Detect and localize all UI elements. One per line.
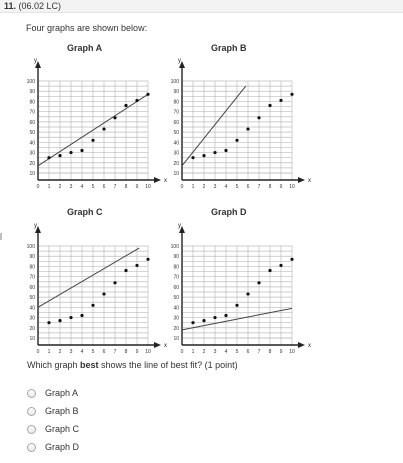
x-tick-label: 0 bbox=[180, 349, 184, 355]
data-point bbox=[80, 314, 83, 317]
x-tick-label: 1 bbox=[191, 184, 195, 190]
y-tick-label: 10 bbox=[29, 171, 35, 177]
data-point bbox=[224, 314, 227, 317]
question-number: 11. bbox=[4, 1, 17, 11]
x-axis-label: x bbox=[308, 178, 311, 184]
y-tick-label: 50 bbox=[29, 130, 35, 137]
radio-graph-a[interactable] bbox=[27, 389, 36, 398]
data-point bbox=[113, 281, 116, 284]
y-tick-label: 40 bbox=[29, 140, 35, 147]
x-tick-label: 4 bbox=[224, 184, 228, 190]
x-tick-label: 6 bbox=[102, 349, 106, 355]
x-tick-label: 2 bbox=[202, 184, 206, 190]
data-point bbox=[202, 154, 205, 157]
y-tick-label: 40 bbox=[173, 305, 179, 312]
y-tick-label: 30 bbox=[173, 315, 179, 322]
data-point bbox=[246, 127, 249, 130]
y-tick-label: 100 bbox=[170, 244, 179, 250]
data-point bbox=[102, 292, 105, 295]
x-tick-label: 3 bbox=[213, 184, 217, 190]
x-tick-label: 4 bbox=[80, 349, 84, 355]
radio-graph-c[interactable] bbox=[27, 425, 36, 434]
data-point bbox=[191, 156, 194, 159]
data-point bbox=[47, 321, 50, 324]
y-tick-label: 100 bbox=[26, 79, 35, 85]
data-point bbox=[279, 99, 282, 102]
data-point bbox=[124, 269, 127, 272]
trend-line bbox=[38, 248, 139, 307]
data-point bbox=[80, 149, 83, 152]
y-axis-label: y bbox=[178, 58, 181, 64]
x-tick-label: 7 bbox=[113, 184, 117, 190]
y-tick-label: 60 bbox=[173, 119, 179, 126]
y-tick-label: 50 bbox=[173, 295, 179, 302]
x-tick-label: 10 bbox=[145, 349, 151, 355]
x-tick-label: 10 bbox=[289, 184, 295, 190]
y-tick-label: 80 bbox=[29, 264, 35, 271]
x-tick-label: 0 bbox=[36, 349, 40, 355]
x-tick-label: 10 bbox=[289, 349, 295, 355]
y-tick-label: 70 bbox=[173, 274, 179, 281]
y-axis-label: y bbox=[34, 58, 37, 64]
y-tick-label: 90 bbox=[29, 89, 35, 96]
y-tick-label: 80 bbox=[173, 99, 179, 106]
y-tick-label: 40 bbox=[173, 140, 179, 147]
y-tick-label: 30 bbox=[29, 150, 35, 157]
y-tick-label: 80 bbox=[29, 99, 35, 106]
x-tick-label: 6 bbox=[246, 184, 250, 190]
graph-d-plot bbox=[164, 221, 314, 355]
x-tick-label: 8 bbox=[268, 349, 272, 355]
y-tick-label: 100 bbox=[170, 79, 179, 85]
option-graph-a[interactable] bbox=[27, 386, 78, 400]
graph-b-plot bbox=[164, 56, 314, 190]
data-point bbox=[235, 139, 238, 142]
data-point bbox=[47, 156, 50, 159]
x-tick-label: 9 bbox=[135, 184, 139, 190]
data-point bbox=[58, 319, 61, 322]
x-tick-label: 7 bbox=[113, 349, 117, 355]
trend-line bbox=[182, 86, 246, 166]
y-axis-label: y bbox=[34, 223, 37, 229]
y-tick-label: 50 bbox=[173, 130, 179, 137]
x-tick-label: 2 bbox=[58, 349, 62, 355]
y-tick-label: 30 bbox=[29, 315, 35, 322]
y-tick-label: 90 bbox=[173, 254, 179, 261]
option-graph-a-label[interactable]: Graph A bbox=[45, 387, 79, 398]
x-tick-label: 9 bbox=[279, 349, 283, 355]
data-point bbox=[58, 154, 61, 157]
data-point bbox=[69, 316, 72, 319]
y-tick-label: 10 bbox=[173, 336, 179, 342]
y-tick-label: 10 bbox=[29, 336, 35, 342]
data-point bbox=[124, 104, 127, 107]
graph-d-title: Graph D bbox=[211, 207, 247, 217]
y-tick-label: 80 bbox=[173, 264, 179, 271]
data-point bbox=[91, 304, 94, 307]
data-point bbox=[290, 258, 293, 261]
data-point bbox=[279, 264, 282, 267]
x-axis-arrow bbox=[154, 342, 161, 348]
graph-b-title: Graph B bbox=[211, 43, 247, 53]
y-tick-label: 70 bbox=[29, 274, 35, 281]
x-axis-label: x bbox=[164, 178, 167, 184]
data-point bbox=[246, 292, 249, 295]
y-tick-label: 20 bbox=[29, 160, 35, 167]
data-point bbox=[135, 99, 138, 102]
y-tick-label: 30 bbox=[173, 150, 179, 157]
y-tick-label: 60 bbox=[29, 119, 35, 126]
data-point bbox=[235, 304, 238, 307]
y-tick-label: 100 bbox=[26, 244, 35, 250]
x-tick-label: 3 bbox=[213, 349, 217, 355]
y-tick-label: 20 bbox=[173, 325, 179, 332]
y-tick-label: 40 bbox=[29, 305, 35, 312]
question-number-line bbox=[4, 1, 61, 11]
left-edge-marker bbox=[0, 233, 2, 240]
x-tick-label: 8 bbox=[124, 349, 128, 355]
x-tick-label: 4 bbox=[80, 184, 84, 190]
data-point bbox=[113, 116, 116, 119]
radio-graph-d[interactable] bbox=[27, 443, 36, 452]
data-point bbox=[290, 93, 293, 96]
x-tick-label: 3 bbox=[69, 184, 73, 190]
option-graph-c[interactable] bbox=[27, 422, 79, 436]
x-tick-label: 1 bbox=[191, 349, 195, 355]
x-tick-label: 9 bbox=[135, 349, 139, 355]
data-point bbox=[257, 281, 260, 284]
x-tick-label: 2 bbox=[202, 349, 206, 355]
data-point bbox=[146, 93, 149, 96]
data-point bbox=[146, 258, 149, 261]
x-tick-label: 5 bbox=[235, 349, 239, 355]
data-point bbox=[102, 127, 105, 130]
x-axis-arrow bbox=[298, 342, 305, 348]
graph-a-plot bbox=[20, 56, 170, 190]
x-tick-label: 5 bbox=[235, 184, 239, 190]
graph-c-title: Graph C bbox=[67, 207, 103, 217]
y-tick-label: 10 bbox=[173, 171, 179, 177]
y-tick-label: 50 bbox=[29, 295, 35, 302]
x-tick-label: 7 bbox=[257, 184, 261, 190]
y-tick-label: 70 bbox=[29, 109, 35, 116]
data-point bbox=[268, 269, 271, 272]
graph-a-title: Graph A bbox=[67, 43, 103, 53]
x-tick-label: 7 bbox=[257, 349, 261, 355]
data-point bbox=[213, 151, 216, 154]
x-axis-label: x bbox=[164, 343, 167, 349]
question-ask-pre: Which graph bbox=[27, 360, 81, 370]
data-point bbox=[135, 264, 138, 267]
data-point bbox=[268, 104, 271, 107]
x-tick-label: 3 bbox=[69, 349, 73, 355]
y-axis-label: y bbox=[178, 223, 181, 229]
radio-graph-b[interactable] bbox=[27, 407, 36, 416]
x-tick-label: 9 bbox=[279, 184, 283, 190]
x-tick-label: 6 bbox=[102, 184, 106, 190]
y-tick-label: 70 bbox=[173, 109, 179, 116]
option-graph-c-label[interactable]: Graph C bbox=[45, 423, 80, 434]
x-tick-label: 8 bbox=[124, 184, 128, 190]
x-tick-label: 5 bbox=[91, 184, 95, 190]
question-prompt: Four graphs are shown below: bbox=[26, 23, 148, 33]
data-point bbox=[91, 139, 94, 142]
question-ask bbox=[27, 360, 238, 371]
option-graph-b-label[interactable]: Graph B bbox=[45, 405, 79, 416]
x-axis-label: x bbox=[308, 343, 311, 349]
graph-c-plot bbox=[20, 221, 170, 355]
x-tick-label: 4 bbox=[224, 349, 228, 355]
data-point bbox=[224, 149, 227, 152]
data-point bbox=[257, 116, 260, 119]
x-tick-label: 2 bbox=[58, 184, 62, 190]
y-tick-label: 90 bbox=[29, 254, 35, 261]
x-tick-label: 10 bbox=[145, 184, 151, 190]
x-tick-label: 8 bbox=[268, 184, 272, 190]
y-tick-label: 60 bbox=[173, 284, 179, 291]
x-tick-label: 1 bbox=[47, 349, 51, 355]
data-point bbox=[213, 316, 216, 319]
question-ask-post: shows the line of best fit? (1 point) bbox=[98, 360, 238, 370]
data-point bbox=[202, 319, 205, 322]
option-graph-b[interactable] bbox=[27, 404, 79, 418]
y-tick-label: 20 bbox=[173, 160, 179, 167]
x-axis-arrow bbox=[154, 177, 161, 183]
data-point bbox=[69, 151, 72, 154]
y-tick-label: 60 bbox=[29, 284, 35, 291]
option-graph-d-label[interactable]: Graph D bbox=[45, 441, 80, 452]
x-tick-label: 5 bbox=[91, 349, 95, 355]
question-ask-emphasis: best bbox=[80, 360, 99, 370]
x-tick-label: 6 bbox=[246, 349, 250, 355]
question-header bbox=[0, 0, 403, 13]
question-code: (06.02 LC) bbox=[18, 1, 62, 11]
y-tick-label: 90 bbox=[173, 89, 179, 96]
y-tick-label: 20 bbox=[29, 325, 35, 332]
x-tick-label: 0 bbox=[180, 184, 184, 190]
option-graph-d[interactable] bbox=[27, 440, 79, 454]
x-tick-label: 0 bbox=[36, 184, 40, 190]
x-tick-label: 1 bbox=[47, 184, 51, 190]
data-point bbox=[191, 321, 194, 324]
x-axis-arrow bbox=[298, 177, 305, 183]
